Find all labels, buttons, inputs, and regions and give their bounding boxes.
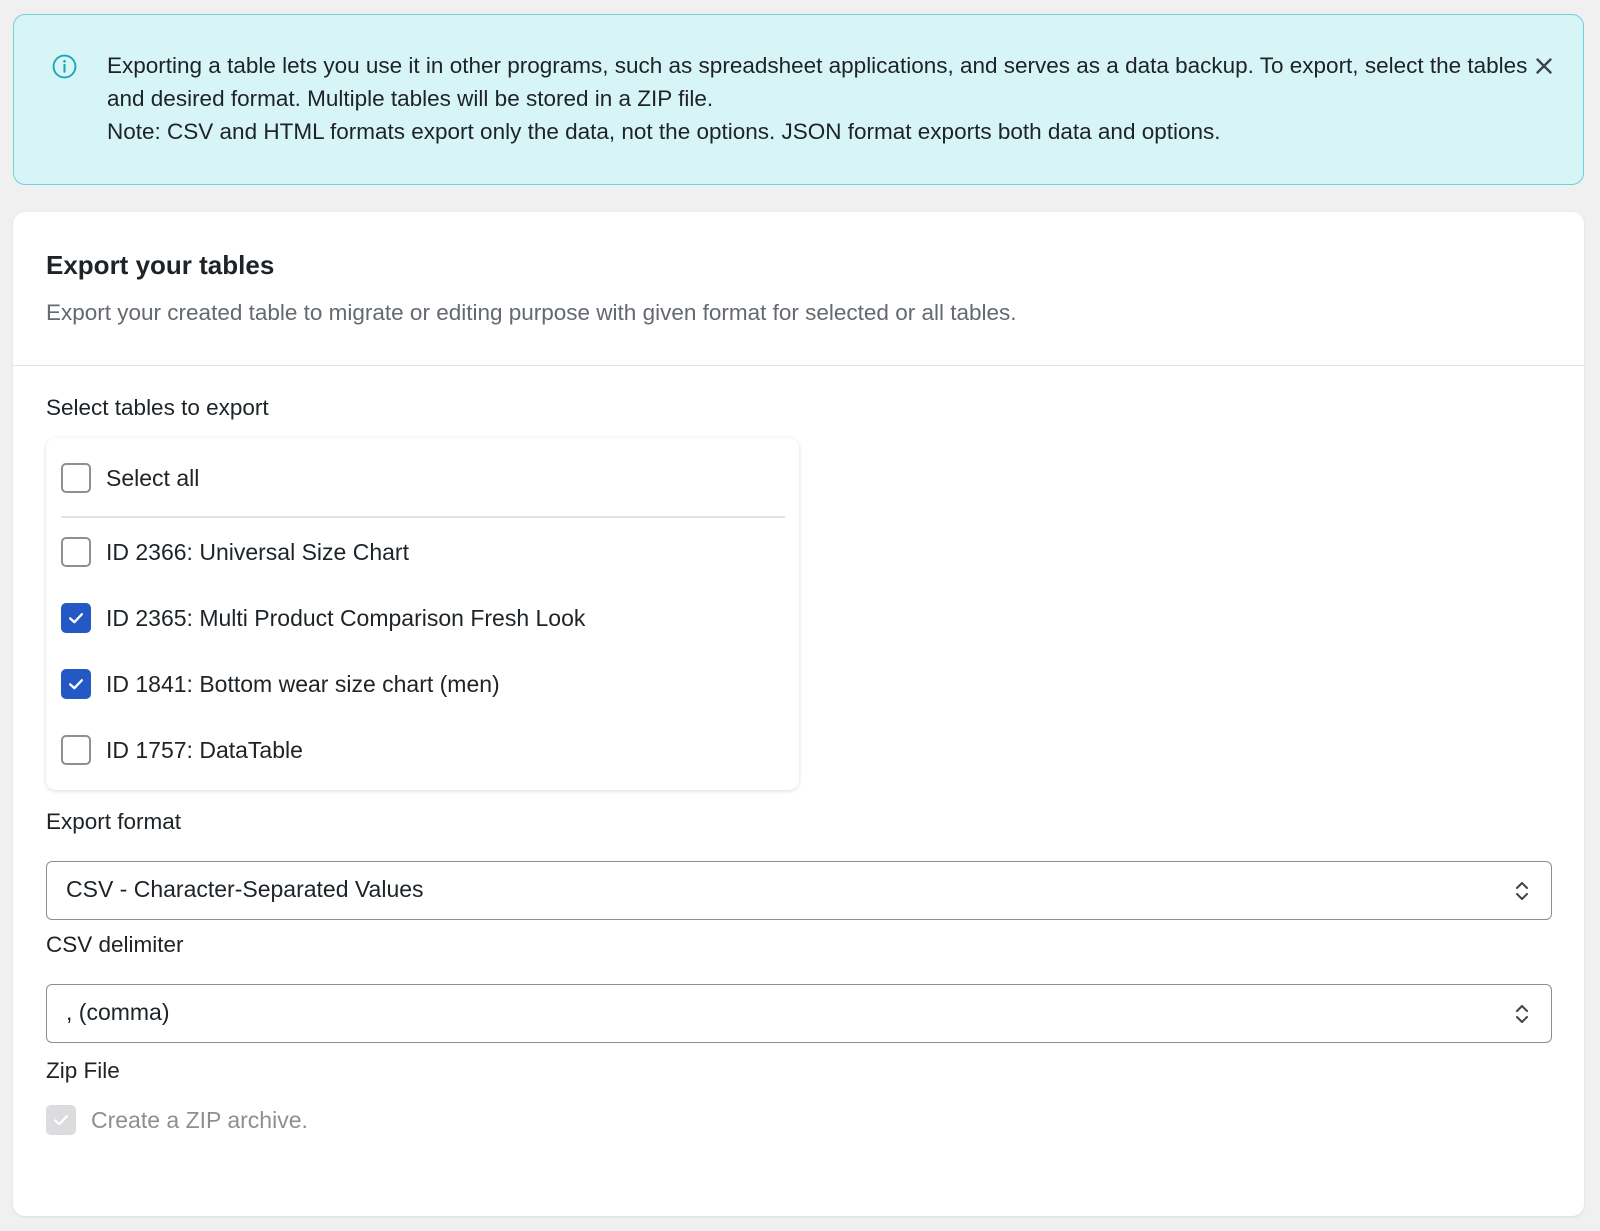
table-checkbox-2366[interactable] <box>61 535 409 569</box>
select-all-label: Select all <box>106 464 200 491</box>
csv-delimiter-select[interactable] <box>46 984 1552 1043</box>
table-label: ID 1841: Bottom wear size chart (men) <box>106 670 500 697</box>
info-icon <box>52 54 77 79</box>
export-format-label: Export format <box>46 809 182 834</box>
csv-delimiter-value: , (comma) <box>66 999 170 1025</box>
notice-line-2: Note: CSV and HTML formats export only the data, not the options. JSON format exports both data and options. <box>107 119 1221 144</box>
checkmark-icon <box>66 608 86 628</box>
table-label: ID 2366: Universal Size Chart <box>106 538 409 565</box>
checkbox-checked[interactable] <box>61 669 91 699</box>
table-label: ID 2365: Multi Product Comparison Fresh Look <box>106 604 586 631</box>
checkmark-icon <box>66 674 86 694</box>
divider <box>61 516 785 518</box>
notice-text <box>107 49 1537 148</box>
export-card <box>13 212 1584 1216</box>
checkbox-unchecked[interactable] <box>61 537 91 567</box>
export-format-select[interactable] <box>46 861 1552 920</box>
notice-line-1: Exporting a table lets you use it in other programs, such as spreadsheet applications, and serves as a data backup. To export, select the tables and desired format. Multiple tables will be stored in a ZIP file. <box>107 53 1528 111</box>
checkbox-unchecked[interactable] <box>61 463 91 493</box>
card-title: Export your tables <box>46 250 275 280</box>
card-header <box>13 212 1584 366</box>
tables-checklist <box>46 438 799 790</box>
zip-archive-checkbox[interactable] <box>46 1105 308 1135</box>
info-notice <box>13 14 1584 185</box>
select-tables-label: Select tables to export <box>46 395 269 420</box>
zip-archive-label: Create a ZIP archive. <box>91 1106 308 1133</box>
dismiss-notice-button[interactable] <box>1531 53 1557 79</box>
table-checkbox-1757[interactable] <box>61 733 303 767</box>
checkbox-disabled-checked[interactable] <box>46 1105 76 1135</box>
table-checkbox-1841[interactable] <box>61 667 500 701</box>
card-subtitle: Export your created table to migrate or editing purpose with given format for selected or all tables. <box>46 300 1017 325</box>
table-label: ID 1757: DataTable <box>106 736 303 763</box>
checkbox-unchecked[interactable] <box>61 735 91 765</box>
chevron-up-down-icon <box>1513 878 1531 904</box>
select-all-checkbox[interactable] <box>61 461 199 495</box>
checkbox-checked[interactable] <box>61 603 91 633</box>
csv-delimiter-label: CSV delimiter <box>46 932 184 957</box>
export-format-value: CSV - Character-Separated Values <box>66 876 424 902</box>
checkmark-icon <box>51 1110 71 1130</box>
chevron-up-down-icon <box>1513 1001 1531 1027</box>
zip-file-label: Zip File <box>46 1058 120 1083</box>
close-icon <box>1531 53 1557 79</box>
table-checkbox-2365[interactable] <box>61 601 585 635</box>
